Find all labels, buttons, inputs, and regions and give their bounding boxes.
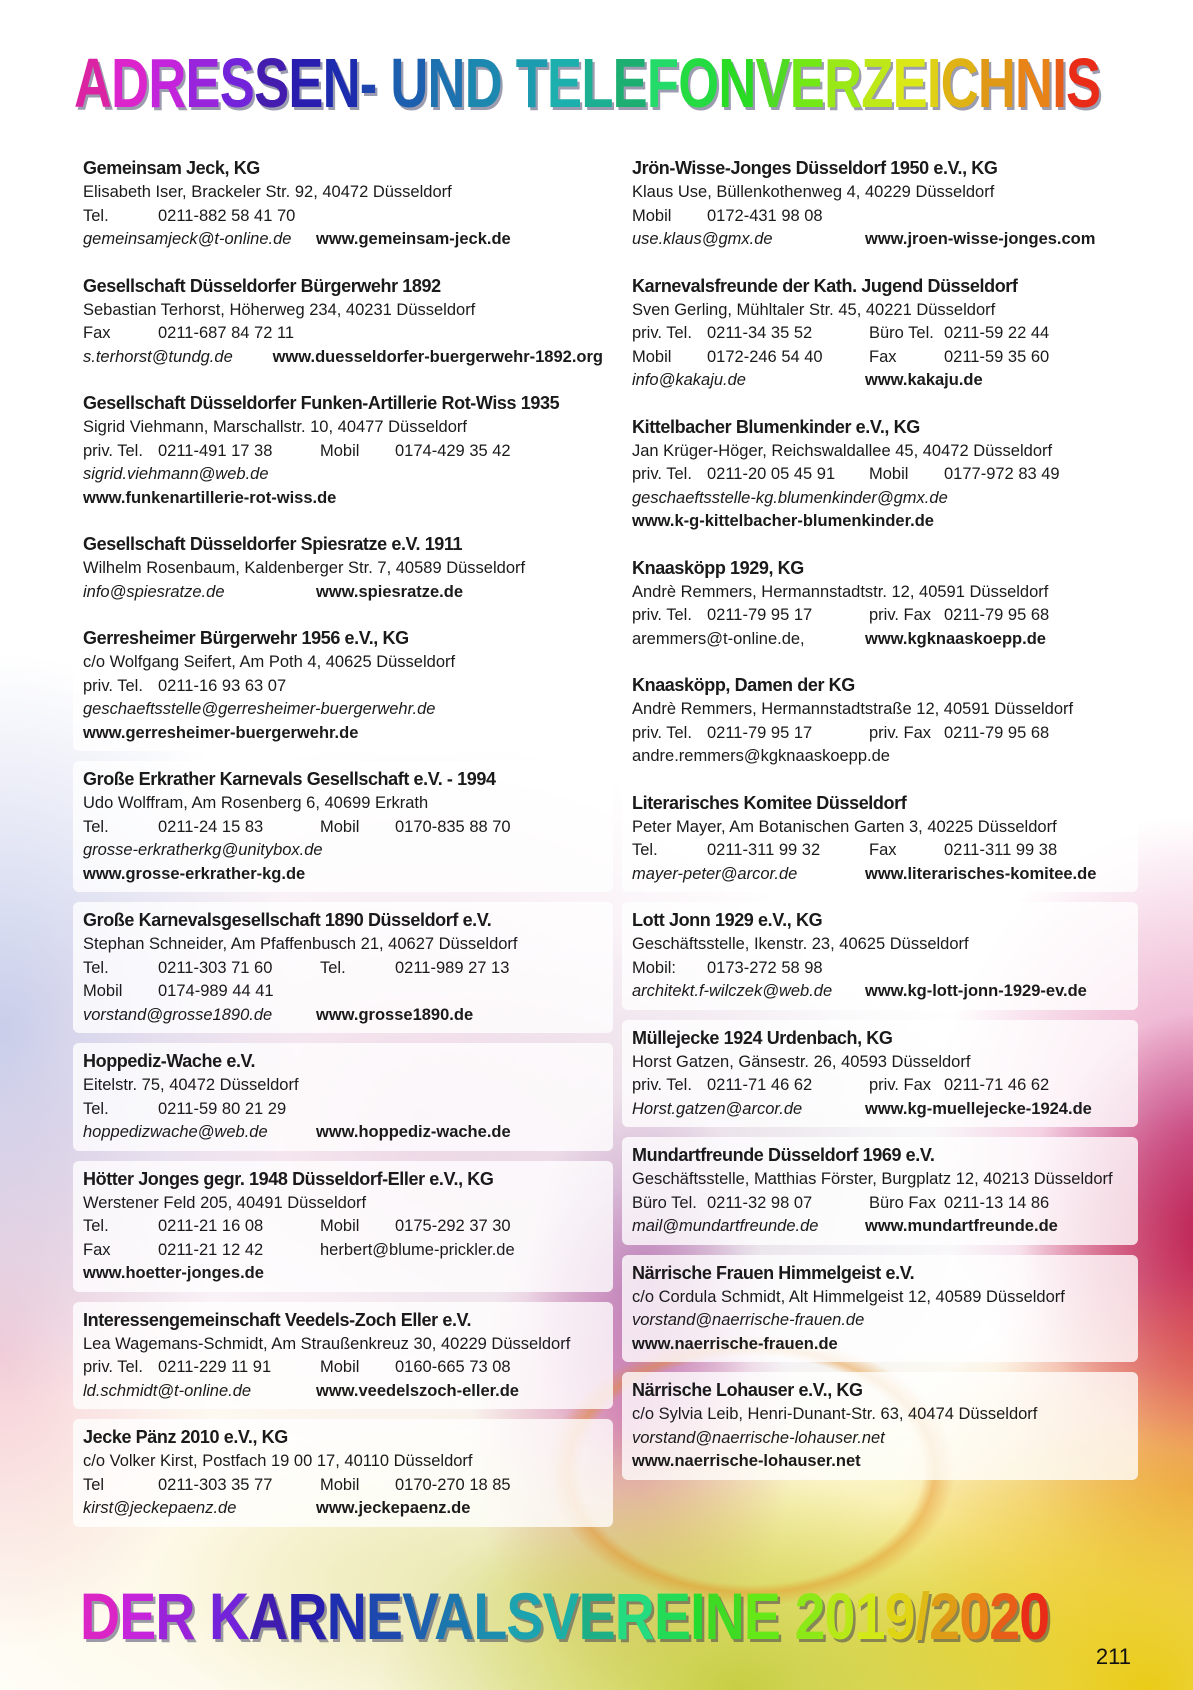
phone-number: 0211-303 71 60 [158,958,273,977]
address-text: c/o Sylvia Leib, Henri-Dunant-Str. 63, 40474 Düsseldorf [632,1405,1038,1423]
phone-number: 0173-272 58 98 [707,958,823,977]
phone-number: 0172-246 54 40 [707,347,823,366]
contact-label: priv. Tel. [632,723,692,742]
entry-line [83,487,603,511]
entry-line [83,933,603,957]
address-text: Andrè Remmers, Hermannstadtstr. 12, 40591 Düsseldorf [632,582,1049,601]
directory-column [73,150,613,1537]
email-address: mayer-peter@arcor.de [632,864,798,883]
entry-line [632,839,1128,863]
entry-line [83,1239,603,1263]
club-name: Närrische Frauen Himmelgeist e.V. [632,1262,915,1283]
contact-label: Tel. [83,1217,109,1235]
phone-number: 0211-79 95 17 [707,723,813,742]
website-url: www.mundartfreunde.de [865,1217,1058,1235]
directory-entry [622,550,1138,658]
contact-label: Mobil [320,1217,360,1235]
phone-number: 0211-687 84 72 11 [158,324,295,342]
entry-line [83,816,603,840]
directory-entry [622,667,1138,775]
address-text: Klaus Use, Büllenkothenweg 4, 40229 Düsseldorf [632,183,995,201]
entry-line [83,1450,603,1474]
website-url: www.naerrische-lohauser.net [632,1452,861,1470]
contact-label: priv. Tel. [83,1358,143,1376]
contact-label: priv. Tel. [83,676,143,695]
directory-entry [73,620,613,751]
email-address: aremmers@t-online.de, [632,629,805,648]
phone-number: 0211-79 95 17 [707,606,813,624]
email-address: info@spiesratze.de [83,582,225,601]
entry-line [83,416,603,440]
entry-line [83,839,603,863]
website-url: www.veedelszoch-eller.de [316,1381,519,1400]
address-text: Elisabeth Iser, Brackeler Str. 92, 40472 Düsseldorf [83,183,452,201]
address-text: c/o Wolfgang Seifert, Am Poth 4, 40625 Düsseldorf [83,653,456,671]
directory-entry [73,902,613,1033]
website-url: www.jroen-wisse-jonges.com [865,230,1096,248]
entry-line [83,181,603,205]
directory-entry [622,1372,1138,1480]
entry-line [632,722,1128,746]
entry-line [632,1098,1128,1122]
directory-entry [73,268,613,376]
email-address: vorstand@grosse1890.de [83,1005,273,1024]
website-url: www.gemeinsam-jeck.de [316,230,511,248]
club-name: Gemeinsam Jeck, KG [83,158,260,178]
directory-entry [73,150,613,258]
address-text: herbert@blume-prickler.de [320,1240,515,1259]
contact-label: Tel. [83,206,109,225]
contact-label: Fax [83,1240,111,1259]
address-text: Jan Krüger-Höger, Reichswaldallee 45, 40472 Düsseldorf [632,441,1053,460]
entry-line [83,1074,603,1098]
phone-number: 0174-989 44 41 [158,982,274,1000]
directory-entry [73,1043,613,1151]
entry-line [83,792,603,816]
address-text: Wilhelm Rosenbaum, Kaldenberger Str. 7, 40589 Düsseldorf [83,559,526,577]
website-url: www.kgknaaskoepp.de [865,629,1046,648]
contact-label: Tel. [632,841,658,859]
entry-line [83,299,603,323]
email-address: info@kakaju.de [632,371,746,389]
entry-line [83,1497,603,1521]
email-address: vorstand@naerrische-lohauser.net [632,1428,885,1447]
club-name: Jrön-Wisse-Jonges Düsseldorf 1950 e.V., KG [632,158,998,178]
entry-line [83,651,603,675]
entry-line [83,863,603,887]
phone-number: 0211-20 05 45 91 [707,465,836,483]
entry-line [632,322,1128,346]
email-address: architekt.f-wilczek@web.de [632,982,833,1000]
entry-line [83,1215,603,1239]
phone-number: 0211-79 95 68 [944,606,1050,624]
footer-title: DER KARNEVALSVEREINE 2019/2020 [80,1579,1050,1653]
phone-number: 0211-311 99 38 [944,841,1058,859]
email-address: mail@mundartfreunde.de [632,1217,819,1235]
contact-label: priv. Tel. [632,324,692,342]
page-number: 211 [1095,1644,1131,1669]
contact-label: priv. Fax [869,723,932,742]
contact-label: Tel. [83,958,109,977]
contact-label: Mobil [632,206,672,225]
club-name: Gesellschaft Düsseldorfer Spiesratze e.V. 1911 [83,534,463,554]
entry-line [632,1074,1128,1098]
club-name: Närrische Lohauser e.V., KG [632,1380,863,1400]
email-address: sigrid.viehmann@web.de [83,465,269,483]
phone-number: 0177-972 83 49 [944,465,1060,483]
contact-label: Fax [869,841,897,859]
phone-number: 0211-79 95 68 [944,723,1050,742]
phone-number: 0211-59 80 21 29 [158,1099,287,1118]
entry-line [83,980,603,1004]
entry-line [632,1309,1128,1333]
website-url: www.funkenartillerie-rot-wiss.de [83,488,337,507]
entry-line [83,1356,603,1380]
email-address: geschaeftsstelle-kg.blumenkinder@gmx.de [632,488,948,507]
entry-line [83,1098,603,1122]
entry-line [83,957,603,981]
contact-label: Fax [83,324,111,342]
directory-entry [73,1161,613,1292]
contact-label: Tel. [83,817,109,836]
address-text: Lea Wagemans-Schmidt, Am Straußenkreuz 30, 40229 Düsseldorf [83,1334,571,1353]
entry-line [632,369,1128,393]
contact-label: priv. Tel. [632,1076,692,1094]
website-url: www.spiesratze.de [316,582,464,601]
contact-label: Mobil [869,465,909,483]
address-text: Peter Mayer, Am Botanischen Garten 3, 40225 Düsseldorf [632,817,1057,836]
entry-line [632,980,1128,1004]
entry-line [632,863,1128,887]
entry-line [632,628,1128,652]
entry-line [632,1215,1128,1239]
entry-line [632,1192,1128,1216]
email-address: s.terhorst@tundg.de [83,347,233,366]
address-text: c/o Cordula Schmidt, Alt Himmelgeist 12, 40589 Düsseldorf [632,1287,1065,1306]
club-name: Gerresheimer Bürgerwehr 1956 e.V., KG [83,628,409,648]
entry-line [632,745,1128,769]
club-name: Hötter Jonges gegr. 1948 Düsseldorf-Eller e.V., KG [83,1168,494,1189]
entry-line [83,1380,603,1404]
email-address: gemeinsamjeck@t-online.de [83,230,292,248]
club-name: Literarisches Komitee Düsseldorf [632,792,907,813]
entry-line [632,1450,1128,1474]
website-url: www.kg-lott-jonn-1929-ev.de [865,982,1087,1000]
phone-number: 0174-429 35 42 [395,441,511,460]
directory-entry [622,785,1138,893]
club-name: Hoppediz-Wache e.V. [83,1051,256,1071]
contact-label: Fax [869,347,897,366]
entry-line [83,675,603,699]
directory-entry [73,761,613,892]
club-name: Karnevalsfreunde der Kath. Jugend Düsseldorf [632,275,1018,296]
contact-label: Tel. [320,958,346,977]
contact-label: priv. Tel. [632,465,692,483]
contact-label: Mobil [632,347,672,366]
address-text: Werstener Feld 205, 40491 Düsseldorf [83,1193,367,1212]
website-url: www.kakaju.de [865,371,983,389]
address-text: Eitelstr. 75, 40472 Düsseldorf [83,1076,299,1094]
address-text: Andrè Remmers, Hermannstadtstraße 12, 40591 Düsseldorf [632,700,1074,718]
directory-entry [622,268,1138,399]
phone-number: 0211-13 14 86 [944,1193,1050,1212]
contact-label: Mobil [83,982,123,1000]
contact-label: Mobil [320,817,360,836]
club-name: Knaasköpp 1929, KG [632,557,804,578]
page-title: ADRESSEN- UND TELEFONVERZEICHNIS [74,44,1101,122]
entry-line [83,1333,603,1357]
club-name: Kittelbacher Blumenkinder e.V., KG [632,416,920,437]
directory-entry [73,526,613,610]
website-url: www.duesseldorfer-buergerwehr-1892.org [272,347,603,366]
entry-line [632,205,1128,229]
entry-line [632,581,1128,605]
address-text: Stephan Schneider, Am Pfaffenbusch 21, 40627 Düsseldorf [83,935,518,953]
club-name: Jecke Pänz 2010 e.V., KG [83,1427,288,1447]
entry-line [83,205,603,229]
phone-number: 0211-21 12 42 [158,1240,264,1259]
directory-entry [622,409,1138,540]
club-name: Große Erkrather Karnevals Gesellschaft e.V. - 1994 [83,769,496,789]
phone-number: 0211-491 17 38 [158,441,273,460]
contact-label: Büro Fax [869,1193,936,1212]
entry-line [83,722,603,746]
directory-entry [73,1419,613,1527]
address-text: c/o Volker Kirst, Postfach 19 00 17, 40110 Düsseldorf [83,1452,473,1470]
entry-line [83,1192,603,1216]
entry-line [632,1286,1128,1310]
email-address: hoppedizwache@web.de [83,1123,268,1141]
entry-line [83,1474,603,1498]
phone-number: 0211-311 99 32 [707,841,821,859]
phone-number: 0170-270 18 85 [395,1475,511,1494]
directory-column [622,150,1138,1490]
entry-line [83,581,603,605]
website-url: www.gerresheimer-buergerwehr.de [83,723,359,742]
contact-label: priv. Tel. [83,441,143,460]
entry-line [632,463,1128,487]
address-text: Udo Wolffram, Am Rosenberg 6, 40699 Erkrath [83,794,429,812]
contact-label: priv. Fax [869,606,932,624]
entry-line [632,181,1128,205]
entry-line [632,1051,1128,1075]
club-name: Große Karnevalsgesellschaft 1890 Düsseldorf e.V. [83,910,492,930]
website-url: www.hoppediz-wache.de [316,1123,511,1141]
phone-number: 0211-59 22 44 [944,324,1050,342]
phone-number: 0175-292 37 30 [395,1217,511,1235]
phone-number: 0211-59 35 60 [944,347,1050,366]
directory-entry [622,150,1138,258]
address-text: Sven Gerling, Mühltaler Str. 45, 40221 Düsseldorf [632,300,996,319]
directory-entry [622,902,1138,1010]
website-url: www.jeckepaenz.de [316,1499,471,1517]
entry-line [632,299,1128,323]
entry-line [632,933,1128,957]
entry-line [83,1121,603,1145]
entry-line [632,346,1128,370]
directory-entry [73,1302,613,1410]
club-name: Lott Jonn 1929 e.V., KG [632,910,823,930]
club-name: Gesellschaft Düsseldorfer Bürgerwehr 1892 [83,275,441,296]
entry-line [83,228,603,252]
club-name: Interessengemeinschaft Veedels-Zoch Eller e.V. [83,1309,472,1330]
address-text: Geschäftsstelle, Matthias Förster, Burgplatz 12, 40213 Düsseldorf [632,1170,1113,1188]
entry-line [83,1262,603,1286]
entry-line [632,228,1128,252]
contact-label: Tel. [83,1099,109,1118]
phone-number: 0211-32 98 07 [707,1193,813,1212]
website-url: www.hoetter-jonges.de [83,1264,264,1282]
address-text: Sebastian Terhorst, Höherweg 234, 40231 Düsseldorf [83,300,476,319]
entry-line [632,1427,1128,1451]
entry-line [632,1333,1128,1357]
phone-number: 0211-71 46 62 [944,1076,1050,1094]
address-text: Geschäftsstelle, Ikenstr. 23, 40625 Düsseldorf [632,935,969,953]
entry-line [83,557,603,581]
directory-entry [622,1137,1138,1245]
website-url: www.grosse1890.de [316,1005,474,1024]
email-address: grosse-erkratherkg@unitybox.de [83,841,323,859]
entry-line [83,1004,603,1028]
directory-entry [622,1020,1138,1128]
phone-number: 0211-71 46 62 [707,1076,813,1094]
email-address: kirst@jeckepaenz.de [83,1499,237,1517]
email-address: use.klaus@gmx.de [632,230,773,248]
entry-line [632,604,1128,628]
directory-entry [622,1255,1138,1363]
phone-number: 0211-16 93 63 07 [158,676,287,695]
contact-label: Mobil [320,1475,360,1494]
entry-line [83,440,603,464]
address-text: Horst Gatzen, Gänsestr. 26, 40593 Düsseldorf [632,1052,971,1071]
contact-label: priv. Tel. [632,606,692,624]
club-name: Knaasköpp, Damen der KG [632,675,855,695]
entry-line [632,957,1128,981]
entry-line [83,322,603,346]
club-name: Mundartfreunde Düsseldorf 1969 e.V. [632,1145,935,1165]
contact-label: Büro Tel. [632,1193,697,1212]
phone-number: 0211-21 16 08 [158,1217,264,1235]
entry-line [632,1168,1128,1192]
phone-number: 0170-835 88 70 [395,817,511,836]
phone-number: 0211-882 58 41 70 [158,206,296,225]
contact-label: Tel [83,1475,105,1494]
email-address: geschaeftsstelle@gerresheimer-buergerwehr.de [83,700,436,718]
website-url: www.grosse-erkrather-kg.de [83,864,306,883]
phone-number: 0160-665 73 08 [395,1358,511,1376]
website-url: www.literarisches-komitee.de [865,864,1097,883]
phone-number: 0211-34 35 52 [707,324,813,342]
email-address: vorstand@naerrische-frauen.de [632,1311,865,1329]
phone-number: 0211-303 35 77 [158,1475,273,1494]
entry-line [632,698,1128,722]
website-url: www.k-g-kittelbacher-blumenkinder.de [632,512,934,530]
contact-label: Mobil [320,1358,360,1376]
entry-line [83,463,603,487]
club-name: Gesellschaft Düsseldorfer Funken-Artillerie Rot-Wiss 1935 [83,393,560,413]
website-url: www.kg-muellejecke-1924.de [865,1099,1092,1118]
email-address: andre.remmers@kgknaaskoepp.de [632,747,890,765]
contact-label: Büro Tel. [869,324,934,342]
phone-number: 0211-989 27 13 [395,958,510,977]
entry-line [632,1403,1128,1427]
website-url: www.naerrische-frauen.de [632,1334,838,1353]
email-address: Horst.gatzen@arcor.de [632,1099,803,1118]
entry-line [632,510,1128,534]
club-name: Müllejecke 1924 Urdenbach, KG [632,1027,893,1048]
entry-line [83,698,603,722]
contact-label: Mobil: [632,958,677,977]
phone-number: 0172-431 98 08 [707,206,823,225]
address-text: Sigrid Viehmann, Marschallstr. 10, 40477 Düsseldorf [83,418,467,436]
contact-label: Mobil [320,441,360,460]
entry-line [632,440,1128,464]
entry-line [632,816,1128,840]
phone-number: 0211-24 15 83 [158,817,264,836]
entry-line [632,487,1128,511]
phone-number: 0211-229 11 91 [158,1358,272,1376]
directory-entry [73,385,613,516]
entry-line [83,346,603,370]
email-address: ld.schmidt@t-online.de [83,1381,252,1400]
contact-label: priv. Fax [869,1076,932,1094]
